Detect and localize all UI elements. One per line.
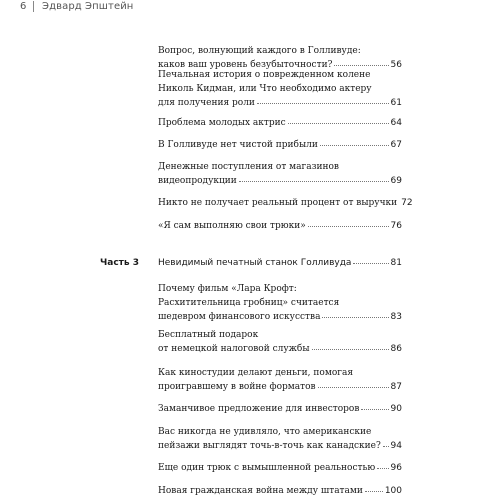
entry-title-line: Еще один трюк с вымышленной реальностью [158, 463, 376, 473]
page-ref: 87 [390, 382, 402, 392]
toc-entry[interactable] [158, 402, 402, 416]
entry-title-line: Вас никогда не удивляло, что американские [158, 427, 372, 437]
entry-title-line: Заманчивое предложение для инвесторов [158, 404, 360, 414]
page-ref: 72 [401, 198, 413, 208]
page-ref: 56 [390, 60, 402, 70]
toc-entry[interactable] [158, 282, 402, 324]
dot-leader [257, 95, 389, 104]
entry-title-line: Почему фильм «Лара Крофт: [158, 284, 297, 294]
header-divider [33, 1, 34, 12]
entry-title-line: проигравшему в войне форматов [158, 382, 316, 392]
entry-title-line: от немецкой налоговой службы [158, 344, 310, 354]
entry-title-line: Новая гражданская война между штатами [158, 486, 363, 496]
running-header [0, 0, 500, 14]
page-ref: 100 [384, 486, 402, 496]
dot-leader [308, 218, 389, 227]
dot-leader [361, 401, 388, 410]
entry-title-line: Как киностудии делают деньги, помогая [158, 368, 353, 378]
dot-leader [320, 137, 389, 146]
page-ref: 86 [390, 344, 402, 354]
page-ref: 61 [390, 98, 402, 108]
dot-leader [365, 483, 383, 492]
entry-title-line: Бесплатный подарок [158, 330, 259, 340]
toc-entry[interactable] [158, 425, 402, 453]
toc-entry[interactable] [158, 68, 402, 110]
toc-entry[interactable] [158, 484, 402, 498]
dot-leader [239, 173, 389, 182]
dot-leader [318, 379, 389, 388]
dot-leader [383, 438, 389, 447]
toc-entry[interactable] [158, 366, 402, 394]
entry-title-line: шедевром финансового искусства [158, 312, 321, 322]
dot-leader [312, 341, 389, 350]
dot-leader [334, 57, 388, 66]
entry-title-line: Вопрос, волнующий каждого в Голливуде: [158, 46, 361, 56]
entry-title-line: пейзажи выглядят точь-в-точь как канадские? [158, 441, 381, 451]
page-number: 6 [20, 1, 27, 12]
entry-title-line: каков ваш уровень безубыточности? [158, 60, 333, 70]
page-ref: 69 [390, 176, 402, 186]
toc-entry[interactable] [158, 328, 402, 356]
author-name: Эдвард Эпштейн [42, 1, 134, 12]
entry-title-line: видеопродукции [158, 176, 237, 186]
dot-leader [322, 309, 388, 318]
toc-entry[interactable] [158, 219, 402, 233]
entry-title-line: Николь Кидман, или Что необходимо актеру [158, 84, 372, 94]
entry-title-line: В Голливуде нет чистой прибыли [158, 140, 318, 150]
toc-entry[interactable] [158, 196, 413, 210]
toc-entry[interactable] [158, 160, 402, 188]
page-ref: 90 [390, 404, 402, 414]
entry-title-line: «Я сам выполняю свои трюки» [158, 221, 306, 231]
page-ref: 76 [390, 221, 402, 231]
page-ref: 94 [390, 441, 402, 451]
dot-leader [377, 460, 388, 469]
dot-leader [288, 115, 389, 124]
toc-entry[interactable] [158, 138, 402, 152]
page-ref: 96 [390, 463, 402, 473]
entry-title-line: Проблема молодых актрис [158, 118, 286, 128]
part-label: Часть 3 [100, 258, 139, 268]
page-ref: 81 [390, 258, 402, 268]
entry-title-line: для получения роли [158, 98, 255, 108]
part-title: Невидимый печатный станок Голливуда [158, 258, 352, 268]
entry-title-line: Никто не получает реальный процент от выручки [158, 198, 398, 208]
page-ref: 64 [390, 118, 402, 128]
entry-title-line: Печальная история о поврежденном колене [158, 70, 371, 80]
toc-entry[interactable] [158, 461, 402, 475]
entry-title-line: Расхитительница гробниц» считается [158, 298, 340, 308]
entry-title-line: Денежные поступления от магазинов [158, 162, 340, 172]
page-ref: 67 [390, 140, 402, 150]
toc-entry[interactable] [158, 116, 402, 130]
toc-part-entry[interactable] [158, 256, 402, 270]
dot-leader [353, 255, 388, 264]
page-ref: 83 [390, 312, 402, 322]
